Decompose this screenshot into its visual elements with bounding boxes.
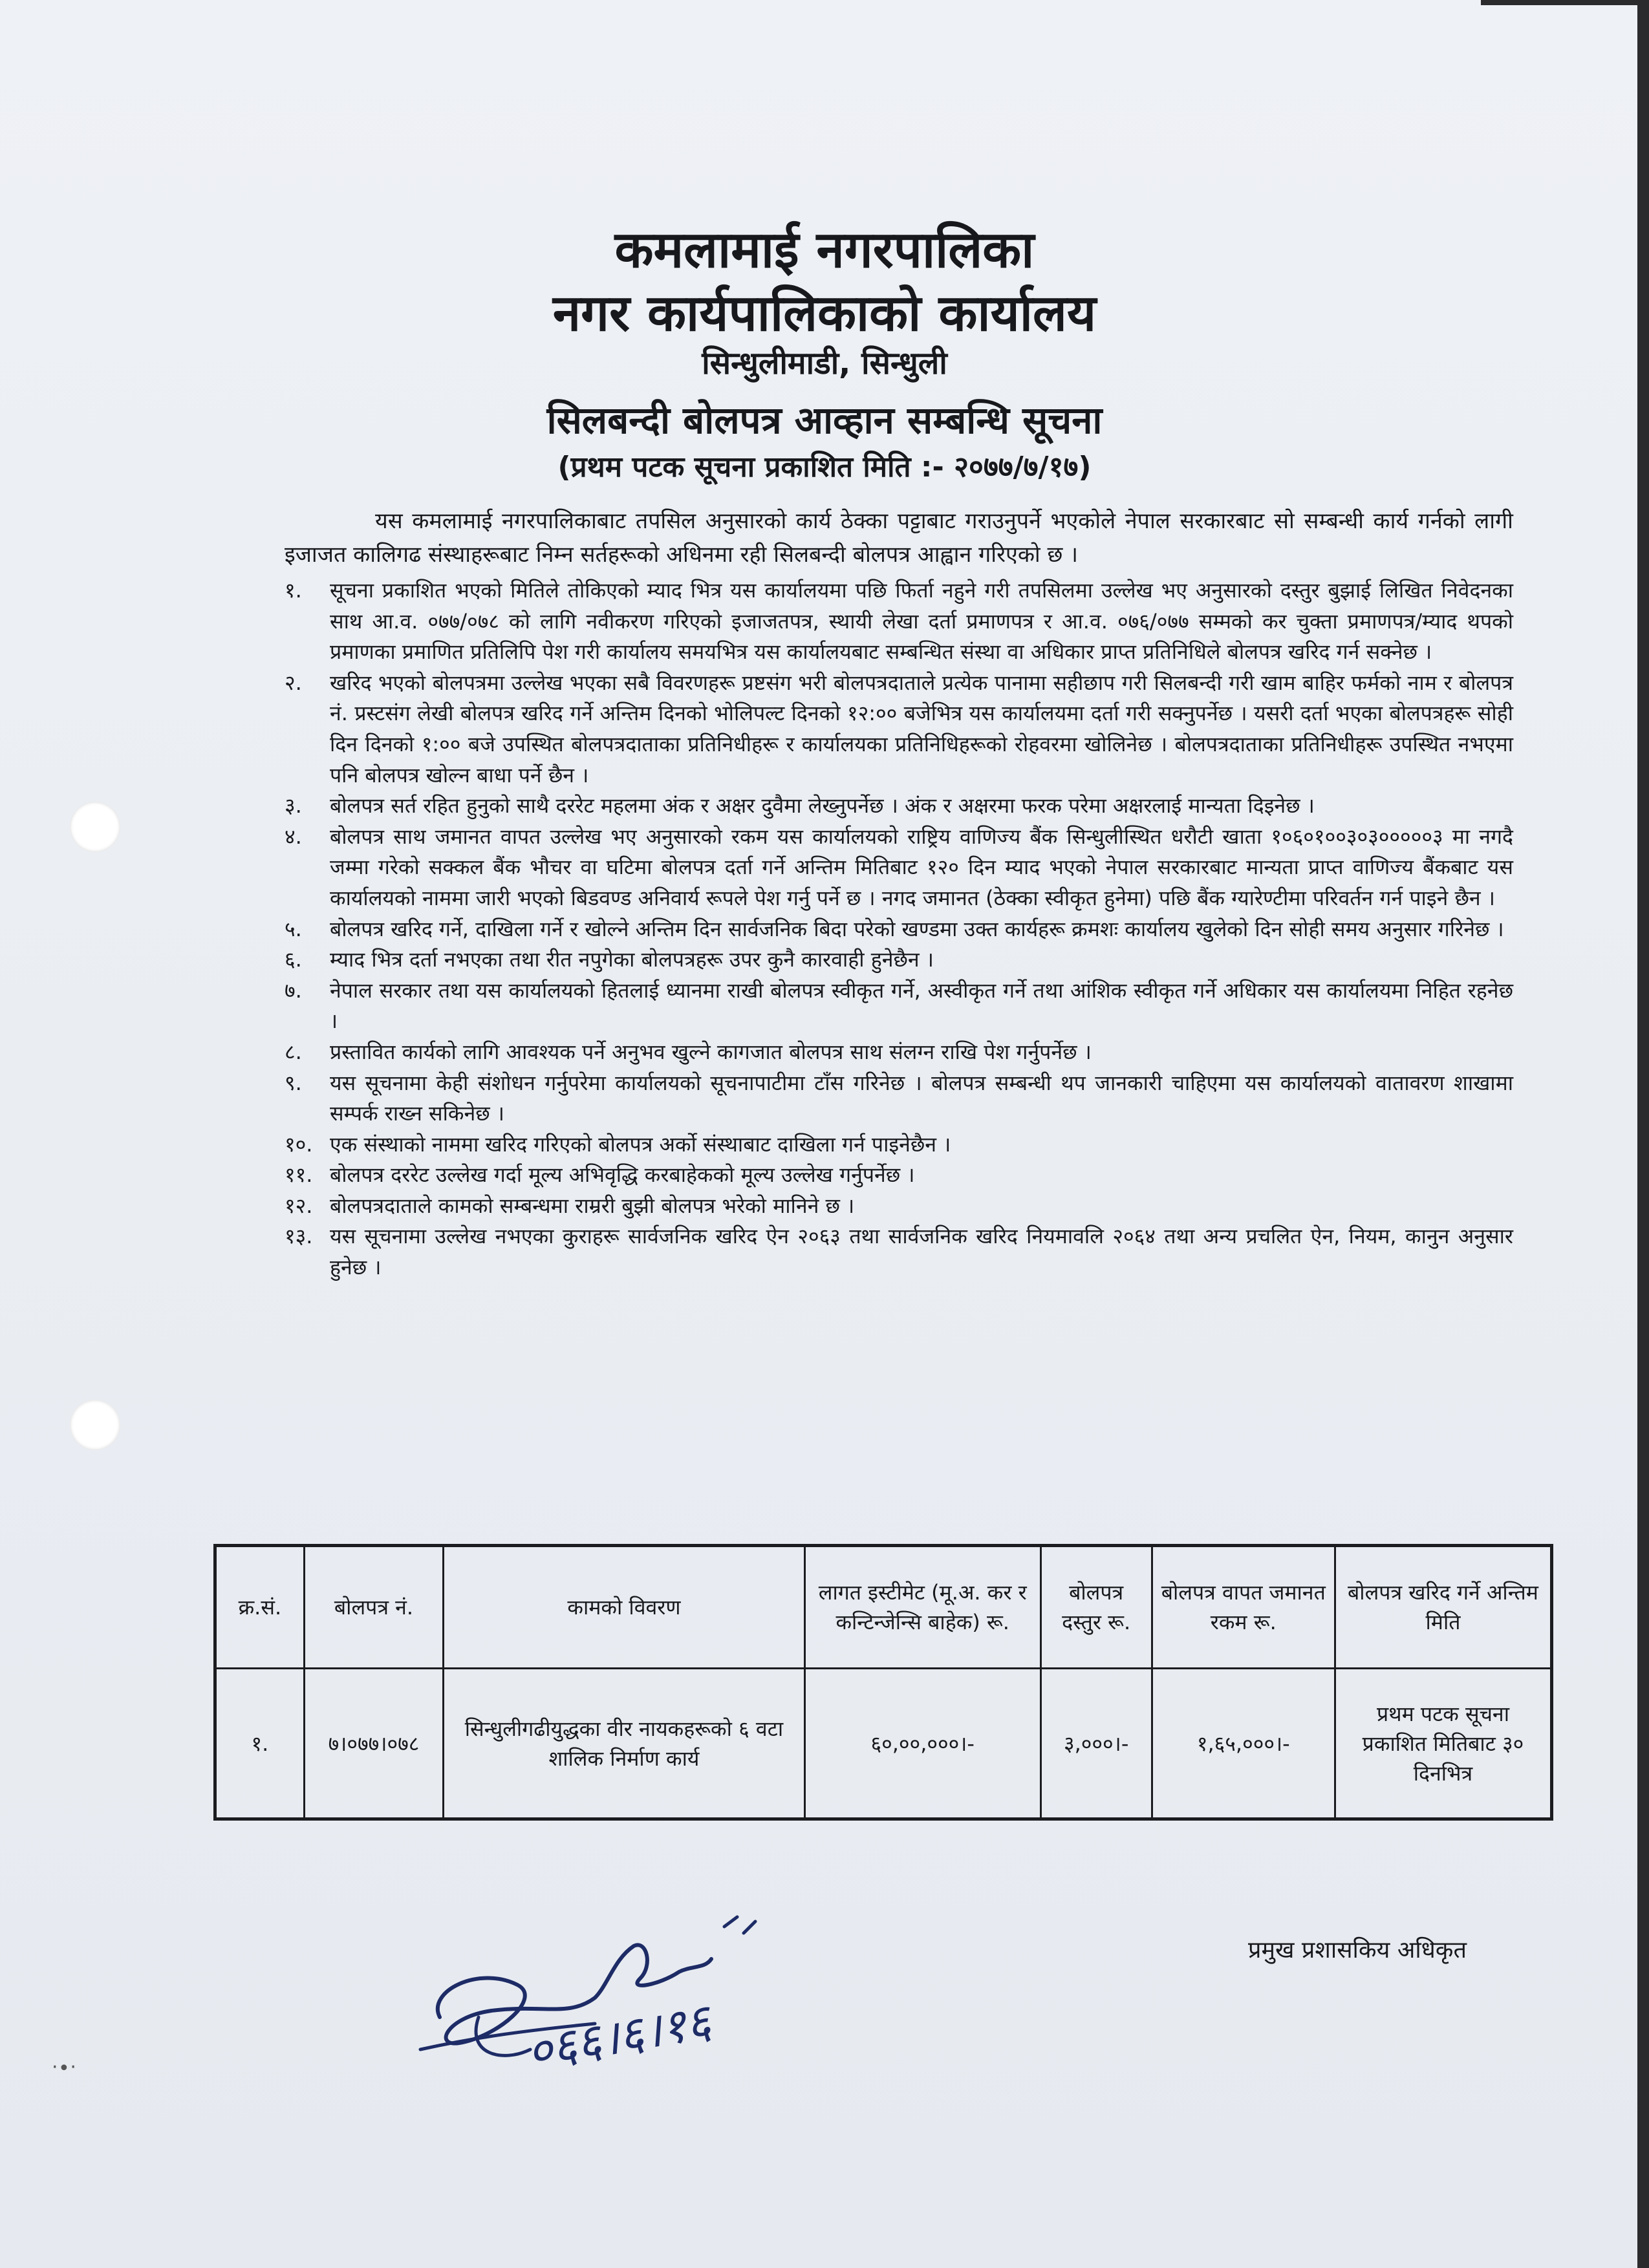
clause-text: यस सूचनामा उल्लेख नभएका कुराहरू सार्वजनिक खरिद ऐन २०६३ तथा सार्वजनिक खरिद नियमावलि २०६४ तथा अन्य प्रचलित ऐन, नियम, कानुन अनुसार हुनेछ । [330,1224,1513,1280]
col-work-description: कामको विवरण [444,1546,804,1669]
punch-hole-lower [70,1400,120,1450]
clause-12 [285,1191,1513,1222]
clause-2 [285,668,1513,791]
municipality-name: कमलामाई नगरपालिका [614,221,1035,279]
clause-number: १२. [285,1193,313,1218]
signature-scribble [401,1888,854,2082]
clause-number: ६. [285,947,302,972]
clause-3 [285,791,1513,822]
clause-number: १०. [285,1131,313,1157]
clause-text: नेपाल सरकार तथा यस कार्यालयको हितलाई ध्यानमा राखी बोलपत्र स्वीकृत गर्ने, अस्वीकृत गर्ने तथा आंशिक स्वीकृत गर्ने अधिकार यस कार्यालयमा निहित रहनेछ । [330,978,1513,1034]
clause-text: बोलपत्र दररेट उल्लेख गर्दा मूल्य अभिवृद्धि करबाहेकको मूल्य उल्लेख गर्नुपर्नेछ । [330,1162,915,1188]
col-last-date: बोलपत्र खरिद गर्ने अन्तिम मिति [1335,1546,1551,1669]
col-cost-estimate: लागत इस्टीमेट (मू.अ. कर र कन्टिन्जेन्सि बाहेक) रू. [804,1546,1040,1669]
clause-11 [285,1160,1513,1191]
col-serial: क्र.सं. [215,1546,305,1669]
col-bid-fee: बोलपत्र दस्तुर रू. [1040,1546,1152,1669]
office-name: नगर कार्यपालिकाको कार्यालय [552,284,1097,343]
clause-text: बोलपत्र साथ जमानत वापत उल्लेख भए अनुसारको रकम यस कार्यालयको राष्ट्रिय वाणिज्य बैंक सिन्धुलीस्थित धरौटी खाता १०६०१००३०३०००००३ मा नगदै जम्मा गरेको सक्कल बैंक भौचर वा घटिमा बोलपत्र दर्ता गर्ने अन्तिम मितिबाट १२० दिन म्याद भएको नेपाल सरकारबाट मान्यता प्राप्त वाणिज्य बैंकबाट यस कार्यालयको नाममा जारी भएको बिडवण्ड अनिवार्य रूपले पेश गर्नु पर्ने छ । नगद जमानत (ठेक्का स्वीकृत हुनेमा) पछि बैंक ग्यारेण्टीमा परिवर्तन गर्न पाइने छैन । [330,824,1513,910]
clause-10 [285,1129,1513,1161]
clause-8 [285,1037,1513,1068]
cell-work-description: सिन्धुलीगढीयुद्धका वीर नायकहरूको ६ वटा शालिक निर्माण कार्य [444,1669,804,1819]
cell-bid-security: १,६५,०००।- [1152,1669,1335,1819]
clause-13 [285,1221,1513,1283]
col-bid-number: बोलपत्र नं. [304,1546,443,1669]
signature-block [401,1888,854,2082]
conditions-list [285,575,1513,1283]
clause-number: १३. [285,1224,313,1249]
clause-number: ११. [285,1162,313,1188]
scan-speck: ·∙· [52,2056,76,2079]
clause-7 [285,976,1513,1037]
punch-hole-upper [70,802,120,852]
officer-designation: प्रमुख प्रशासकिय अधिकृत [1248,1937,1467,1963]
scan-edge-top [1481,0,1649,5]
clause-number: ५. [285,916,302,941]
clause-text: एक संस्थाको नाममा खरिद गरिएको बोलपत्र अर्को संस्थाबाट दाखिला गर्न पाइनेछैन । [330,1131,951,1157]
cell-bid-fee: ३,०००।- [1040,1669,1152,1819]
clause-text: म्याद भित्र दर्ता नभएका तथा रीत नपुगेका बोलपत्रहरू उपर कुनै कारवाही हुनेछैन । [330,947,934,972]
cell-last-date: प्रथम पटक सूचना प्रकाशित मितिबाट ३० दिनभित्र [1335,1669,1551,1819]
clause-number: २. [285,670,302,695]
intro-text: यस कमलामाई नगरपालिकाबाट तपसिल अनुसारको कार्य ठेक्का पट्टाबाट गराउनुपर्ने भएकोले नेपाल सरकारबाट सो सम्बन्धी कार्य गर्नको लागी इजाजत कालिगढ संस्थाहरूबाट निम्न सर्तहरूको अधिनमा रही सिलबन्दी बोलपत्र आह्वान गरिएको छ । [285,508,1513,568]
clause-number: ८. [285,1039,302,1064]
office-location: सिन्धुलीमाडी, सिन्धुली [702,345,947,381]
clause-4 [285,822,1513,914]
clause-text: यस सूचनामा केही संशोधन गर्नुपरेमा कार्यालयको सूचनापाटीमा टाँस गरिनेछ । बोलपत्र सम्बन्धी थप जानकारी चाहिएमा यस कार्यालयको वातावरण शाखामा सम्पर्क राख्न सकिनेछ । [330,1070,1513,1126]
cell-serial: १. [215,1669,305,1819]
clause-text: बोलपत्र सर्त रहित हुनुको साथै दररेट महलमा अंक र अक्षर दुवैमा लेख्नुपर्नेछ । अंक र अक्षरमा फरक परेमा अक्षरलाई मान्यता दिइनेछ । [330,793,1315,818]
clause-number: ७. [285,978,302,1003]
clause-text: खरिद भएको बोलपत्रमा उल्लेख भएका सबै विवरणहरू प्रष्टसंग भरी बोलपत्रदाताले प्रत्येक पानामा सहीछाप गरी सिलबन्दी गरी खाम बाहिर फर्मको नाम र बोलपत्र नं. प्रस्टसंग लेखी बोलपत्र खरिद गर्ने अन्तिम दिनको भोलिपल्ट दिनको १२:०० बजेभित्र यस कार्यालयमा दर्ता गरी सक्नुपर्नेछ । यसरी दर्ता भएका बोलपत्रहरू सोही दिन दिनको १:०० बजे उपस्थित बोलपत्रदाताका प्रतिनिधीहरू र कार्यालयका प्रतिनिधिहरूको रोहवरमा खोलिनेछ । बोलपत्रदाताका प्रतिनिधीहरू उपस्थित नभएमा पनि बोलपत्र खोल्न बाधा पर्ने छैन । [330,670,1513,787]
clause-number: १. [285,578,302,603]
signature-date: ०६६।६।१६ [523,1993,715,2081]
clause-number: ३. [285,793,302,818]
clause-6 [285,945,1513,976]
clause-number: ९. [285,1070,302,1095]
clause-5 [285,914,1513,945]
intro-paragraph [285,504,1513,572]
publication-date: (प्रथम पटक सूचना प्रकाशित मिति :- २०७७/७/१७) [557,451,1092,484]
clause-text: सूचना प्रकाशित भएको मितिले तोकिएको म्याद भित्र यस कार्यालयमा पछि फिर्ता नहुने गरी तपसिलमा उल्लेख भए अनुसारको दस्तुर बुझाई लिखित निवेदनका साथ आ.व. ०७७/०७८ को लागि नवीकरण गरिएको इजाजतपत्र, स्थायी लेखा दर्ता प्रमाणपत्र र आ.व. ०७६/०७७ सम्मको कर चुक्ता प्रमाणपत्र/म्याद थपको प्रमाणका प्रमाणित प्रतिलिपि पेश गरी कार्यालय समयभित्र यस कार्यालयबाट सम्बन्धित संस्था वा अधिकार प्राप्त प्रतिनिधिले बोलपत्र खरिद गर्न सक्नेछ । [330,578,1513,665]
clause-number: ४. [285,824,302,849]
table-header-row [215,1546,1552,1669]
clause-text: बोलपत्रदाताले कामको सम्बन्धमा राम्ररी बुझी बोलपत्र भरेको मानिने छ । [330,1193,855,1218]
cell-cost-estimate: ६०,००,०००।- [804,1669,1040,1819]
clause-1 [285,575,1513,668]
clause-text: प्रस्तावित कार्यको लागि आवश्यक पर्ने अनुभव खुल्ने कागजात बोलपत्र साथ संलग्न राखि पेश गर्नुपर्नेछ । [330,1039,1092,1064]
clause-text: बोलपत्र खरिद गर्ने, दाखिला गर्ने र खोल्ने अन्तिम दिन सार्वजनिक बिदा परेको खण्डमा उक्त कार्यहरू क्रमशः कार्यालय खुलेको दिन सोही समय अनुसार गरिनेछ । [330,916,1504,941]
table-row [215,1669,1552,1819]
notice-title: सिलबन्दी बोलपत्र आव्हान सम्बन्धि सूचना [546,398,1103,442]
cell-bid-number: ७।०७७।०७८ [304,1669,443,1819]
col-bid-security: बोलपत्र वापत जमानत रकम रू. [1152,1546,1335,1669]
bid-table [213,1544,1553,1821]
clause-9 [285,1068,1513,1129]
